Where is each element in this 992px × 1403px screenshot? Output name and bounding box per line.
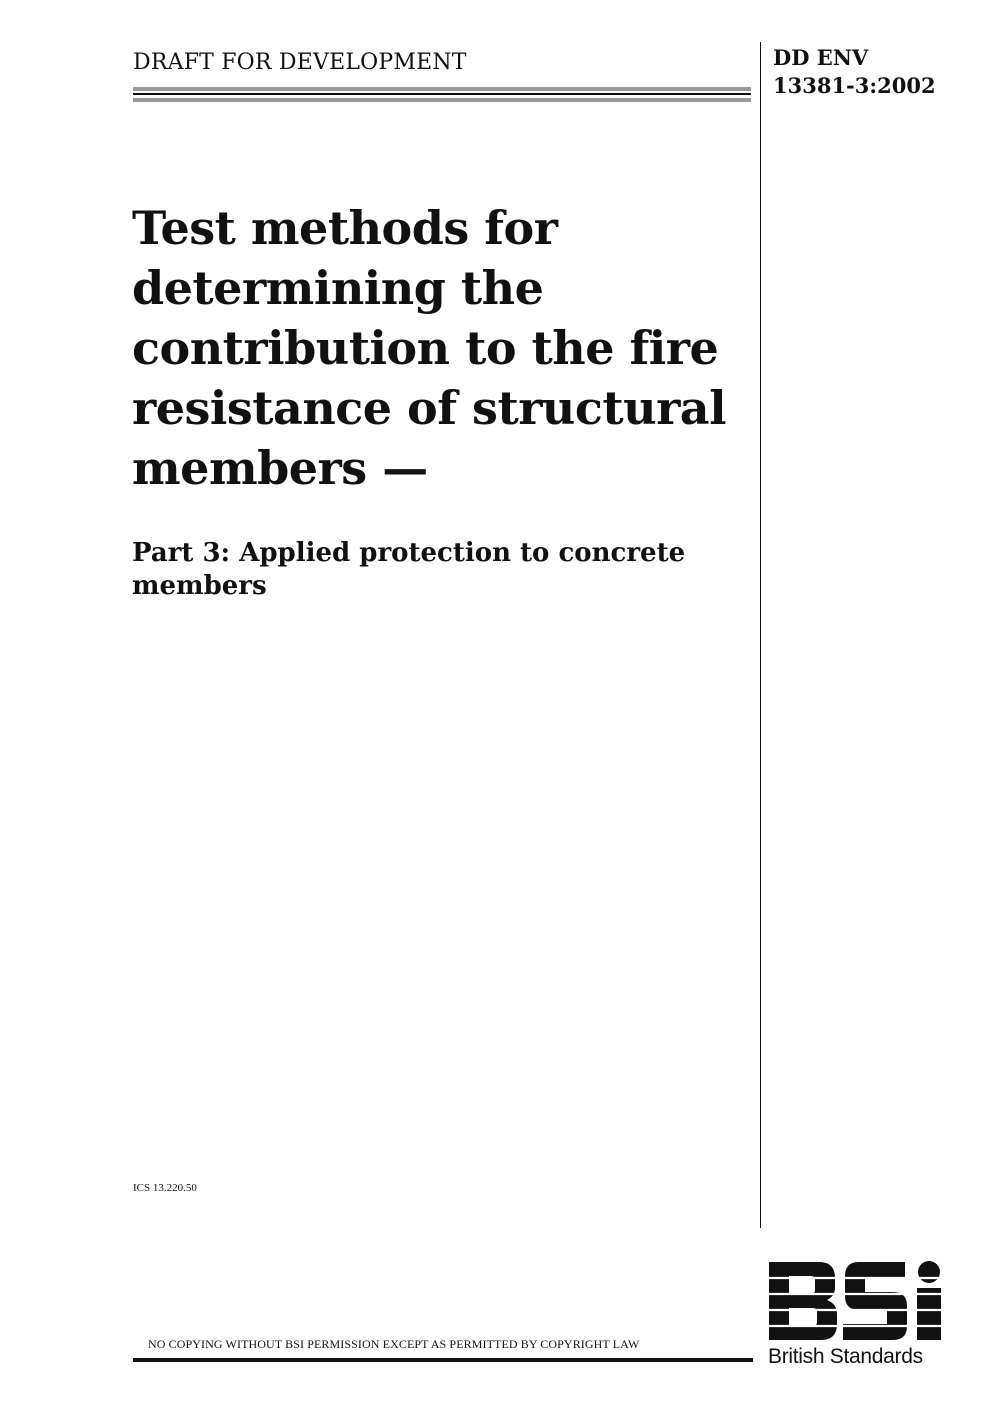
header-rule-black (133, 93, 751, 95)
document-number-line-1: DD ENV (773, 45, 869, 70)
title-line-1: Test methods for (132, 201, 558, 255)
title-line-2: determining the (132, 261, 544, 315)
draft-label: DRAFT FOR DEVELOPMENT (133, 50, 467, 75)
subtitle (132, 537, 685, 603)
document-number-line-2: 13381-3:2002 (773, 73, 936, 98)
subtitle-line-1: Part 3: Applied protection to concrete (132, 538, 686, 568)
header-rule-grey-2 (133, 98, 751, 102)
title-line-4: resistance of structural (132, 381, 727, 435)
subtitle-line-2: members (132, 571, 267, 601)
vertical-divider (760, 42, 761, 1228)
ics-code: ICS 13.220.50 (133, 1182, 197, 1194)
title-line-5: members — (132, 441, 428, 495)
document-number (773, 44, 936, 100)
title-line-3: contribution to the fire (132, 321, 719, 375)
bsi-logo-caption: British Standards (768, 1345, 923, 1368)
page-title (132, 198, 752, 498)
footer-rule (133, 1358, 753, 1362)
header-rule-grey-1 (133, 87, 751, 91)
bsi-logo-mark-icon (765, 1258, 947, 1344)
copyright-notice: NO COPYING WITHOUT BSI PERMISSION EXCEPT AS PERMITTED BY COPYRIGHT LAW (148, 1337, 640, 1351)
